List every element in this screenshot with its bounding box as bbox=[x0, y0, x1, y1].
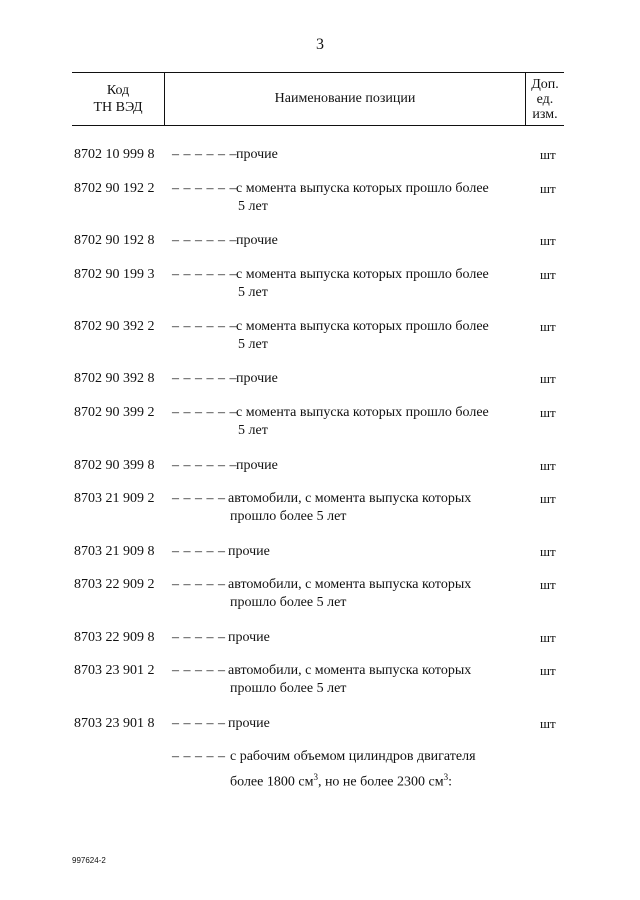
row-text: прочие bbox=[228, 544, 270, 559]
row-unit: шт bbox=[540, 233, 556, 248]
row-unit: шт bbox=[540, 491, 556, 506]
row-dashes: – – – – – – bbox=[172, 319, 237, 334]
row-text: с момента выпуска которых прошло более bbox=[236, 319, 489, 334]
row-text-continued: 5 лет bbox=[238, 337, 268, 352]
row-text: с момента выпуска которых прошло более bbox=[236, 267, 489, 282]
row-code: 8702 90 392 8 bbox=[74, 371, 155, 386]
row-text: прочие bbox=[236, 147, 278, 162]
row-text-continued bbox=[230, 768, 452, 792]
row-unit: шт bbox=[540, 181, 556, 196]
row-code: 8703 21 909 2 bbox=[74, 491, 155, 506]
row-dashes: – – – – – – bbox=[172, 371, 237, 386]
row-text: с момента выпуска которых прошло более bbox=[236, 405, 489, 420]
row-code: 8702 90 399 8 bbox=[74, 458, 155, 473]
row-dashes: – – – – – bbox=[172, 630, 226, 645]
row-dashes: – – – – – bbox=[172, 663, 226, 678]
row-unit: шт bbox=[540, 147, 556, 162]
row-unit: шт bbox=[540, 319, 556, 334]
row-code: 8702 10 999 8 bbox=[74, 147, 155, 162]
row-dashes: – – – – – bbox=[172, 544, 226, 559]
row-text-continued: прошло более 5 лет bbox=[230, 509, 347, 524]
superscript-3: 3 bbox=[443, 772, 449, 782]
row-dashes: – – – – – – bbox=[172, 458, 237, 473]
row-dashes: – – – – – bbox=[172, 577, 226, 592]
row-code: 8703 23 901 8 bbox=[74, 716, 155, 731]
row-code: 8703 22 909 8 bbox=[74, 630, 155, 645]
header-unit: Доп. ед. изм. bbox=[531, 76, 559, 122]
header-code: Код ТН ВЭД bbox=[93, 83, 143, 115]
row-unit: шт bbox=[540, 577, 556, 592]
row-dashes: – – – – – – bbox=[172, 181, 237, 196]
row-text-b: , но не более 2300 см bbox=[317, 774, 444, 790]
row-unit: шт bbox=[540, 267, 556, 282]
row-code: 8703 23 901 2 bbox=[74, 663, 155, 678]
row-text: с момента выпуска которых прошло более bbox=[236, 181, 489, 196]
row-unit: шт bbox=[540, 630, 556, 645]
row-text-c: : bbox=[448, 774, 452, 790]
row-code: 8702 90 192 2 bbox=[74, 181, 155, 196]
row-dashes: – – – – – bbox=[172, 716, 226, 731]
row-unit: шт bbox=[540, 458, 556, 473]
row-text: прочие bbox=[236, 458, 278, 473]
row-dashes: – – – – – bbox=[172, 491, 226, 506]
row-unit: шт bbox=[540, 663, 556, 678]
row-text: прочие bbox=[228, 716, 270, 731]
row-text: прочие bbox=[236, 371, 278, 386]
row-text: с рабочим объемом цилиндров двигателя bbox=[230, 749, 476, 764]
table-header bbox=[72, 72, 564, 126]
superscript-3: 3 bbox=[313, 772, 318, 782]
header-name: Наименование позиции bbox=[164, 73, 526, 125]
row-text-continued: 5 лет bbox=[238, 423, 268, 438]
row-text-continued: 5 лет bbox=[238, 199, 268, 214]
row-dashes: – – – – – – bbox=[172, 233, 237, 248]
row-text-a: более 1800 см bbox=[230, 774, 314, 790]
row-text: прочие bbox=[236, 233, 278, 248]
row-text: автомобили, с момента выпуска которых bbox=[228, 577, 472, 592]
row-text: прочие bbox=[228, 630, 270, 645]
row-code: 8702 90 199 3 bbox=[74, 267, 155, 282]
row-code: 8702 90 192 8 bbox=[74, 233, 155, 248]
row-unit: шт bbox=[540, 544, 556, 559]
row-code: 8703 22 909 2 bbox=[74, 577, 155, 592]
row-code: 8702 90 392 2 bbox=[74, 319, 155, 334]
row-text-continued: прошло более 5 лет bbox=[230, 681, 347, 696]
row-code: 8703 21 909 8 bbox=[74, 544, 155, 559]
row-unit: шт bbox=[540, 405, 556, 420]
row-unit: шт bbox=[540, 371, 556, 386]
row-dashes: – – – – – – bbox=[172, 405, 237, 420]
row-text: автомобили, с момента выпуска которых bbox=[228, 491, 472, 506]
row-unit: шт bbox=[540, 716, 556, 731]
row-dashes: – – – – – – bbox=[172, 147, 237, 162]
row-code: 8702 90 399 2 bbox=[74, 405, 155, 420]
row-dashes: – – – – – bbox=[172, 749, 226, 764]
row-text-continued: прошло более 5 лет bbox=[230, 595, 347, 610]
row-dashes: – – – – – – bbox=[172, 267, 237, 282]
row-text-continued: 5 лет bbox=[238, 285, 268, 300]
document-id: 997624-2 bbox=[72, 856, 106, 865]
row-text: автомобили, с момента выпуска которых bbox=[228, 663, 472, 678]
page-number: 3 bbox=[316, 36, 324, 53]
